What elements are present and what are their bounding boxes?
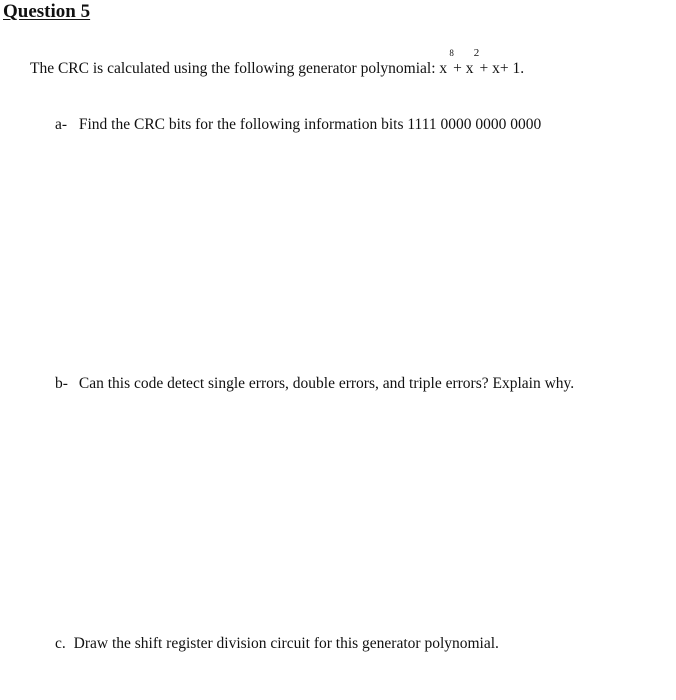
intro-text: The CRC is calculated using the following generator polynomial: (30, 60, 436, 77)
question-heading: Question 5 (3, 1, 91, 22)
question-b-text: Can this code detect single errors, double errors, and triple errors? Explain why. (78, 375, 575, 392)
question-b-marker: b- (55, 375, 68, 392)
poly-rest: x+ 1. (492, 60, 525, 77)
question-c (55, 635, 499, 653)
poly-op-plus-1: + (453, 60, 462, 77)
question-b (55, 375, 574, 393)
question-c-marker: c. (55, 635, 66, 652)
question-c-text: Draw the shift register division circuit for this generator polynomial. (73, 635, 499, 652)
poly-term-x2-base: x (465, 60, 474, 77)
poly-term-x2 (465, 47, 480, 78)
intro-line (30, 47, 525, 78)
question-a (55, 116, 541, 134)
poly-term-x2-exponent: 2 (473, 47, 480, 59)
poly-term-x8-base: x (439, 60, 448, 77)
question-a-marker: a- (55, 116, 68, 133)
poly-term-x8 (439, 48, 454, 78)
poly-op-plus-2: + (479, 60, 489, 77)
question-a-text: Find the CRC bits for the following information bits 1111 0000 0000 0000 (78, 116, 542, 133)
poly-term-x8-exponent: 8 (449, 48, 454, 58)
